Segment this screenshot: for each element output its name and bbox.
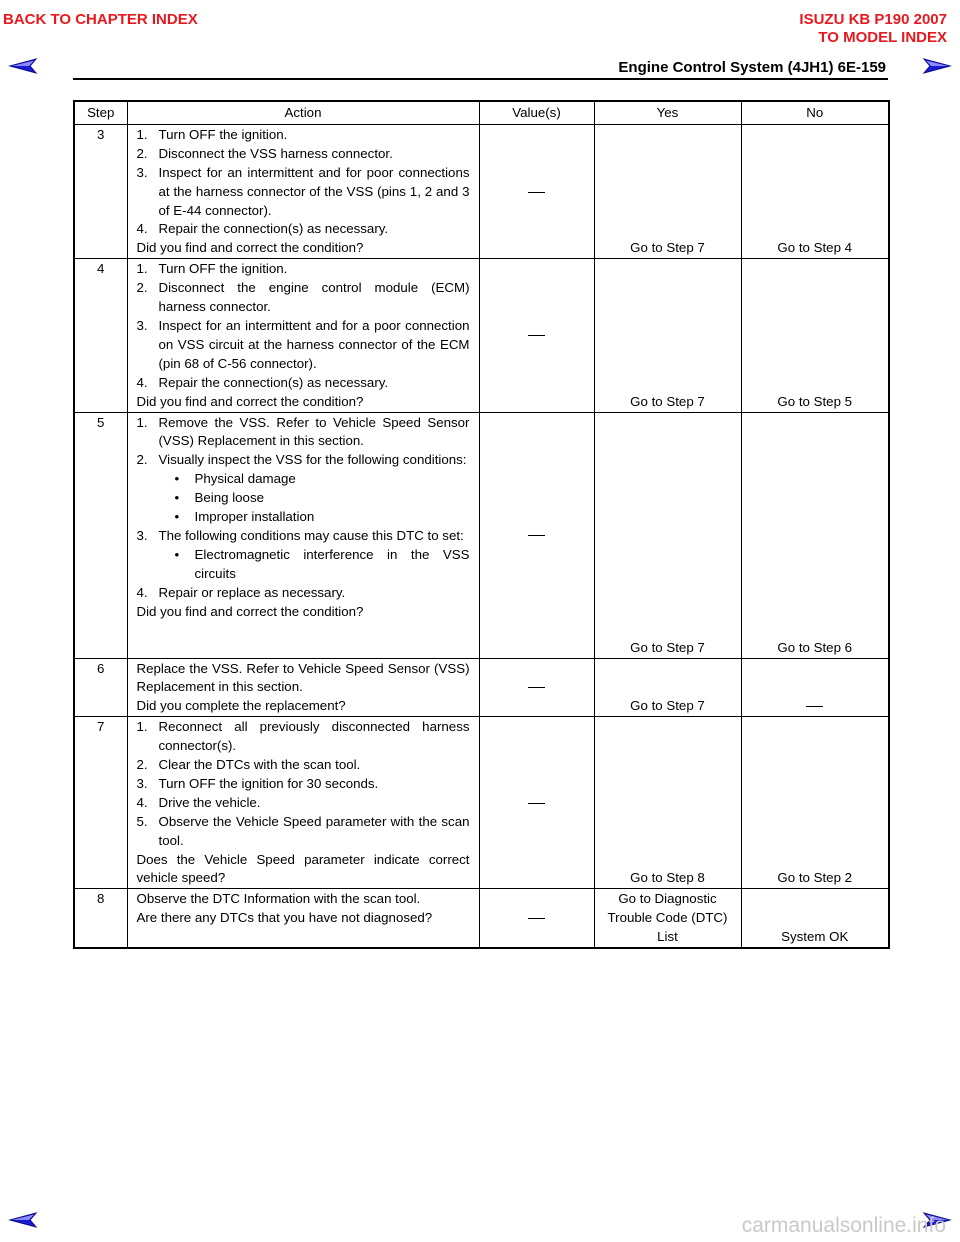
action-step-item [137, 279, 470, 317]
diagnostic-steps-table [73, 100, 890, 949]
section-title: Engine Control System (4JH1) 6E-159 [618, 59, 886, 76]
step-number: 8 [74, 889, 127, 948]
yes-result-text: Go to Step 7 [630, 698, 705, 714]
action-step-item [137, 126, 470, 145]
no-result [741, 889, 889, 948]
watermark: carmanualsonline.info [741, 1214, 946, 1237]
item-text: Disconnect the engine control module (ECM) harness connector. [158, 280, 470, 315]
yes-result [594, 259, 741, 412]
item-number: 3. [136, 527, 148, 543]
table-row [74, 412, 889, 658]
step-number: 6 [74, 658, 127, 717]
values-cell [479, 658, 594, 717]
back-to-chapter-index-link[interactable]: BACK TO CHAPTER INDEX [3, 11, 198, 28]
item-number: 2. [136, 757, 148, 773]
column-header-values: Value(s) [479, 101, 594, 124]
not-applicable-dash [528, 803, 545, 804]
action-step-item [137, 374, 470, 393]
step-number: 5 [74, 412, 127, 658]
not-applicable-dash [528, 687, 545, 688]
no-result-text: System OK [781, 929, 849, 945]
not-applicable-dash [806, 706, 823, 707]
column-header-no: No [741, 101, 889, 124]
action-cell [127, 412, 479, 658]
item-number: 4. [136, 794, 148, 810]
action-cell [127, 259, 479, 412]
to-model-index-link[interactable]: TO MODEL INDEX [818, 29, 947, 46]
model-title: ISUZU KB P190 2007 [799, 11, 947, 28]
table-row [74, 658, 889, 717]
action-step-item [137, 813, 470, 851]
values-cell [479, 259, 594, 412]
header-rule [73, 78, 888, 80]
action-step-item [137, 794, 470, 813]
table-row [74, 124, 889, 258]
yes-result [594, 412, 741, 658]
item-text: Inspect for an intermittent and for a poor connection on VSS circuit at the harness connector of the ECM (pin 68 of C-56 connector). [158, 317, 470, 371]
item-number: 2. [136, 280, 148, 296]
table-row [74, 889, 889, 948]
item-text: Turn OFF the ignition. [158, 126, 288, 142]
yes-result [594, 658, 741, 717]
not-applicable-dash [528, 535, 545, 536]
no-result [741, 259, 889, 412]
yes-result-line: Go to Diagnostic [618, 891, 717, 907]
item-number: 1. [136, 719, 148, 735]
item-text: Remove the VSS. Refer to Vehicle Speed Sensor (VSS) Replacement in this section. [158, 414, 470, 449]
values-cell [479, 124, 594, 258]
column-header-yes: Yes [594, 101, 741, 124]
yes-result-text: Go to Step 8 [630, 870, 705, 886]
bullet-icon: • [174, 509, 180, 525]
item-text: Visually inspect the VSS for the following conditions: [158, 452, 467, 468]
step-number: 7 [74, 717, 127, 889]
yes-result [594, 124, 741, 258]
item-number: 4. [136, 221, 148, 237]
item-text: Disconnect the VSS harness connector. [158, 145, 393, 161]
yes-result-line: Trouble Code (DTC) [607, 910, 728, 926]
action-text: Replace the VSS. Refer to Vehicle Speed Sensor (VSS) Replacement in this section. [136, 660, 470, 695]
item-text: Turn OFF the ignition for 30 seconds. [158, 775, 379, 791]
item-number: 2. [136, 145, 148, 161]
action-bullet [137, 546, 470, 584]
action-cell [127, 124, 479, 258]
yes-result [594, 889, 741, 948]
yes-result-text: Go to Step 7 [630, 393, 705, 409]
column-header-step: Step [74, 101, 127, 124]
item-text: Repair or replace as necessary. [158, 584, 346, 600]
table-row [74, 259, 889, 412]
item-text: Observe the Vehicle Speed parameter with the scan tool. [158, 813, 470, 848]
action-question: Did you find and correct the condition? [136, 603, 364, 619]
bullet-text: Being loose [194, 490, 264, 506]
no-result-text: Go to Step 6 [777, 639, 853, 655]
action-cell [127, 658, 479, 717]
action-step-item [137, 775, 470, 794]
item-number: 3. [136, 775, 148, 791]
action-text: Observe the DTC Information with the scan tool. [136, 891, 421, 907]
item-text: Turn OFF the ignition. [158, 261, 288, 277]
no-result-text: Go to Step 5 [777, 393, 853, 409]
action-question: Did you find and correct the condition? [136, 240, 364, 256]
bullet-icon: • [174, 471, 180, 487]
item-text: Drive the vehicle. [158, 794, 261, 810]
yes-result-line: List [657, 929, 678, 945]
no-result-text: Go to Step 4 [777, 240, 853, 256]
item-text: Repair the connection(s) as necessary. [158, 374, 389, 390]
item-text: Reconnect all previously disconnected harness connector(s). [158, 719, 470, 754]
no-result [741, 124, 889, 258]
values-cell [479, 889, 594, 948]
bullet-text: Physical damage [194, 471, 296, 487]
action-bullet [137, 489, 470, 508]
bullet-text: Electromagnetic interference in the VSS circuits [194, 546, 470, 581]
action-question: Are there any DTCs that you have not diagnosed? [136, 910, 433, 926]
no-result [741, 412, 889, 658]
previous-page-arrow-icon[interactable] [8, 56, 38, 76]
item-number: 3. [136, 164, 148, 180]
action-bullet [137, 470, 470, 489]
no-result [741, 658, 889, 717]
item-text: The following conditions may cause this DTC to set: [158, 527, 464, 543]
bullet-icon: • [174, 546, 180, 562]
item-text: Repair the connection(s) as necessary. [158, 221, 389, 237]
action-question: Does the Vehicle Speed parameter indicate correct vehicle speed? [136, 851, 470, 886]
item-number: 4. [136, 374, 148, 390]
action-step-item [137, 527, 470, 546]
next-page-arrow-icon[interactable] [922, 56, 952, 76]
column-header-action: Action [127, 101, 479, 124]
action-question: Did you find and correct the condition? [136, 393, 364, 409]
action-step-item [137, 414, 470, 452]
not-applicable-dash [528, 335, 545, 336]
item-number: 1. [136, 261, 148, 277]
values-cell [479, 717, 594, 889]
bullet-icon: • [174, 490, 180, 506]
previous-page-arrow-icon[interactable] [8, 1210, 38, 1230]
bullet-text: Improper installation [194, 509, 315, 525]
item-text: Inspect for an intermittent and for poor connections at the harness connector of the VSS (pins 1, 2 and 3 of E-44 connector). [158, 164, 470, 218]
no-result-text: Go to Step 2 [777, 870, 853, 886]
action-step-item [137, 220, 470, 239]
item-number: 5. [136, 813, 148, 829]
action-bullet [137, 508, 470, 527]
no-result [741, 717, 889, 889]
not-applicable-dash [528, 192, 545, 193]
item-text: Clear the DTCs with the scan tool. [158, 757, 361, 773]
values-cell [479, 412, 594, 658]
yes-result-text: Go to Step 7 [630, 240, 705, 256]
step-number: 3 [74, 124, 127, 258]
action-step-item [137, 718, 470, 756]
action-step-item [137, 756, 470, 775]
table-header-row [74, 101, 889, 124]
item-number: 2. [136, 452, 148, 468]
action-step-item [137, 260, 470, 279]
step-number: 4 [74, 259, 127, 412]
table-row [74, 717, 889, 889]
action-step-item [137, 164, 470, 221]
action-step-item [137, 145, 470, 164]
yes-result-text: Go to Step 7 [630, 639, 705, 655]
not-applicable-dash [528, 918, 545, 919]
action-cell [127, 889, 479, 948]
action-step-item [137, 451, 470, 470]
item-number: 1. [136, 414, 148, 430]
action-question: Did you complete the replacement? [136, 698, 346, 714]
action-cell [127, 717, 479, 889]
action-step-item [137, 584, 470, 603]
item-number: 3. [136, 317, 148, 333]
action-step-item [137, 317, 470, 374]
yes-result [594, 717, 741, 889]
item-number: 4. [136, 584, 148, 600]
item-number: 1. [136, 126, 148, 142]
